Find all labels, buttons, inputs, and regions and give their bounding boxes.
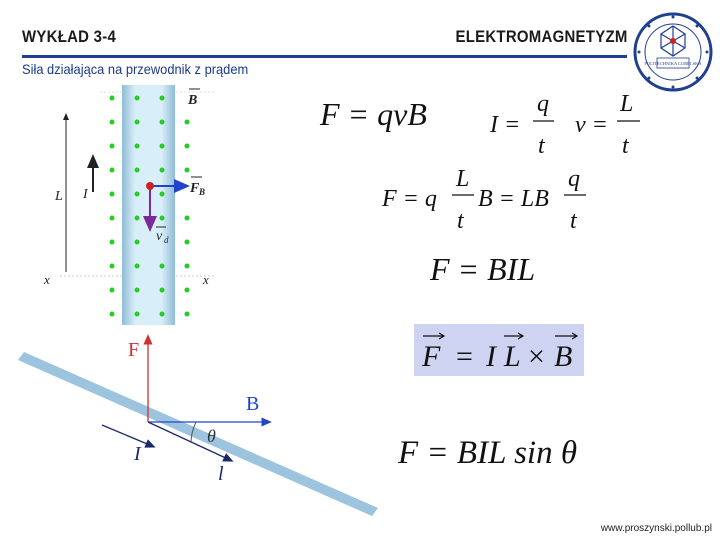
equation-velocity-lhs: v = [575, 112, 608, 138]
incline-label-theta: θ [207, 426, 216, 446]
course-title: ELEKTROMAGNETYZM [455, 27, 628, 46]
svg-text:B: B [554, 340, 573, 373]
lecture-title: WYKŁAD 3-4 [22, 27, 117, 46]
label-x-left: x [44, 272, 50, 287]
svg-text:×: × [528, 340, 545, 373]
label-B: B [188, 93, 198, 108]
svg-text:L: L [504, 340, 521, 373]
charge-dot [146, 182, 154, 190]
svg-text:t: t [538, 133, 545, 159]
svg-text:d: d [164, 235, 169, 245]
svg-text:t: t [622, 133, 629, 159]
label-FB: F [190, 181, 200, 196]
label-I: I [83, 187, 88, 202]
equation-force-sin [390, 425, 630, 475]
svg-text:B: B [199, 187, 206, 197]
vector-equation-box [414, 324, 584, 376]
equation-substitution [381, 166, 586, 234]
equation-force-BIL: F = BIL [430, 251, 536, 287]
footer-website[interactable]: www.proszynski.pollub.pl [600, 523, 712, 534]
svg-text:F = q: F = q [382, 186, 437, 212]
svg-text:L: L [620, 91, 634, 117]
svg-text:t: t [457, 208, 464, 234]
svg-text:q: q [537, 91, 549, 117]
equation-current-lhs: I = [490, 112, 521, 138]
svg-text:=: = [456, 340, 473, 373]
label-vd: v [156, 229, 163, 244]
incline-label-I: I [134, 443, 141, 465]
current-I-arrow [102, 425, 152, 446]
inclined-wire [18, 352, 378, 516]
incline-label-F: F [128, 339, 140, 361]
incline-label-B: B [246, 393, 260, 415]
svg-text:q: q [568, 166, 580, 192]
incline-label-l: l [218, 463, 224, 485]
slide-subtitle: Siła działająca na przewodnik z prądem [22, 61, 249, 77]
svg-text:I: I [486, 340, 496, 373]
conductor-wire [122, 85, 175, 325]
svg-text:t: t [570, 208, 577, 234]
equation-force-qvB: F = qvB [320, 96, 427, 132]
logo-text: POLITECHNIKA LUBELSKA [644, 61, 702, 66]
svg-text:F: F [422, 340, 441, 373]
vector-equation [414, 324, 584, 376]
svg-text:B = LB: B = LB [478, 186, 549, 212]
svg-text:L: L [456, 166, 470, 192]
label-x-right: x [203, 272, 209, 287]
svg-text:F = BIL sin θ: F = BIL sin θ [398, 435, 578, 471]
label-L: L [55, 189, 63, 204]
